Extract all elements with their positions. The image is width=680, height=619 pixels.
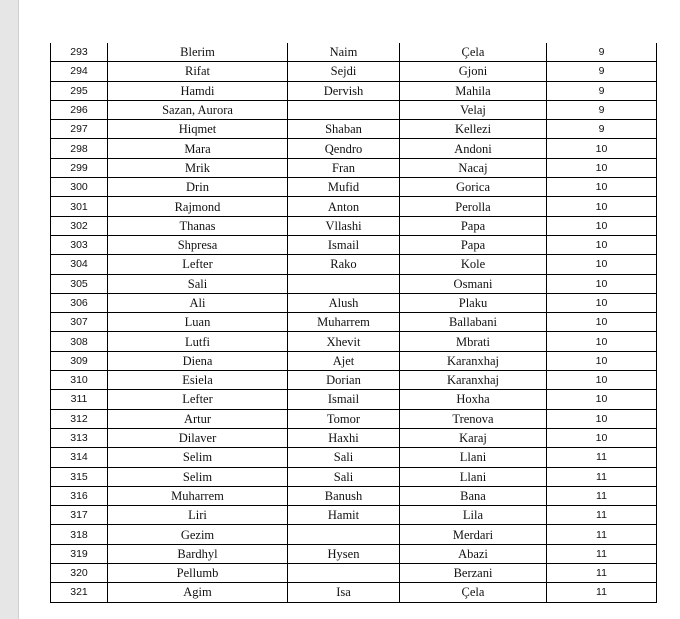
father-name-cell: Sejdi	[288, 62, 400, 81]
row-number-cell: 313	[51, 428, 108, 447]
first-name-cell: Lutfi	[108, 332, 288, 351]
father-name-cell: Sali	[288, 448, 400, 467]
row-number-cell: 308	[51, 332, 108, 351]
father-name-cell	[288, 564, 400, 583]
table-row	[51, 313, 657, 332]
first-name-cell: Diena	[108, 351, 288, 370]
last-name-cell: Velaj	[400, 100, 547, 119]
last-name-cell: Papa	[400, 216, 547, 235]
father-name-cell: Ismail	[288, 235, 400, 254]
first-name-cell: Bardhyl	[108, 544, 288, 563]
father-name-cell: Isa	[288, 583, 400, 602]
last-name-cell: Llani	[400, 448, 547, 467]
group-number-cell: 10	[547, 158, 657, 177]
last-name-cell: Kellezi	[400, 120, 547, 139]
first-name-cell: Agim	[108, 583, 288, 602]
table-row	[51, 62, 657, 81]
row-number-cell: 303	[51, 235, 108, 254]
first-name-cell: Rajmond	[108, 197, 288, 216]
table-row	[51, 390, 657, 409]
table-row	[51, 428, 657, 447]
last-name-cell: Berzani	[400, 564, 547, 583]
table-row	[51, 293, 657, 312]
table-row	[51, 216, 657, 235]
father-name-cell: Vllashi	[288, 216, 400, 235]
row-number-cell: 306	[51, 293, 108, 312]
father-name-cell: Dorian	[288, 371, 400, 390]
document-page	[18, 0, 680, 619]
group-number-cell: 11	[547, 525, 657, 544]
last-name-cell: Andoni	[400, 139, 547, 158]
first-name-cell: Mara	[108, 139, 288, 158]
row-number-cell: 319	[51, 544, 108, 563]
father-name-cell: Ajet	[288, 351, 400, 370]
table-row	[51, 274, 657, 293]
first-name-cell: Sazan, Aurora	[108, 100, 288, 119]
first-name-cell: Thanas	[108, 216, 288, 235]
first-name-cell: Esiela	[108, 371, 288, 390]
row-number-cell: 299	[51, 158, 108, 177]
table-row	[51, 525, 657, 544]
first-name-cell: Selim	[108, 467, 288, 486]
father-name-cell: Banush	[288, 486, 400, 505]
father-name-cell	[288, 525, 400, 544]
records-table	[50, 43, 657, 603]
last-name-cell: Nacaj	[400, 158, 547, 177]
group-number-cell: 11	[547, 544, 657, 563]
last-name-cell: Kole	[400, 255, 547, 274]
first-name-cell: Sali	[108, 274, 288, 293]
records-table-body	[51, 43, 657, 602]
row-number-cell: 304	[51, 255, 108, 274]
row-number-cell: 315	[51, 467, 108, 486]
group-number-cell: 10	[547, 216, 657, 235]
group-number-cell: 10	[547, 313, 657, 332]
first-name-cell: Liri	[108, 506, 288, 525]
row-number-cell: 320	[51, 564, 108, 583]
first-name-cell: Hamdi	[108, 81, 288, 100]
table-row	[51, 255, 657, 274]
group-number-cell: 11	[547, 486, 657, 505]
last-name-cell: Llani	[400, 467, 547, 486]
row-number-cell: 300	[51, 178, 108, 197]
row-number-cell: 302	[51, 216, 108, 235]
father-name-cell: Rako	[288, 255, 400, 274]
last-name-cell: Lila	[400, 506, 547, 525]
group-number-cell: 10	[547, 390, 657, 409]
row-number-cell: 316	[51, 486, 108, 505]
first-name-cell: Pellumb	[108, 564, 288, 583]
table-row	[51, 486, 657, 505]
group-number-cell: 11	[547, 448, 657, 467]
group-number-cell: 11	[547, 467, 657, 486]
last-name-cell: Papa	[400, 235, 547, 254]
row-number-cell: 297	[51, 120, 108, 139]
row-number-cell: 296	[51, 100, 108, 119]
table-row	[51, 332, 657, 351]
first-name-cell: Gezim	[108, 525, 288, 544]
father-name-cell: Haxhi	[288, 428, 400, 447]
table-row	[51, 197, 657, 216]
group-number-cell: 9	[547, 100, 657, 119]
table-row	[51, 467, 657, 486]
group-number-cell: 9	[547, 81, 657, 100]
row-number-cell: 309	[51, 351, 108, 370]
father-name-cell: Sali	[288, 467, 400, 486]
last-name-cell: Bana	[400, 486, 547, 505]
table-row	[51, 43, 657, 62]
group-number-cell: 11	[547, 583, 657, 602]
table-row	[51, 120, 657, 139]
group-number-cell: 11	[547, 506, 657, 525]
last-name-cell: Hoxha	[400, 390, 547, 409]
row-number-cell: 295	[51, 81, 108, 100]
father-name-cell	[288, 274, 400, 293]
table-row	[51, 235, 657, 254]
group-number-cell: 10	[547, 332, 657, 351]
group-number-cell: 11	[547, 564, 657, 583]
table-row	[51, 506, 657, 525]
father-name-cell: Anton	[288, 197, 400, 216]
first-name-cell: Shpresa	[108, 235, 288, 254]
father-name-cell	[288, 100, 400, 119]
last-name-cell: Abazi	[400, 544, 547, 563]
table-row	[51, 351, 657, 370]
row-number-cell: 294	[51, 62, 108, 81]
father-name-cell: Ismail	[288, 390, 400, 409]
last-name-cell: Karaj	[400, 428, 547, 447]
last-name-cell: Ballabani	[400, 313, 547, 332]
father-name-cell: Xhevit	[288, 332, 400, 351]
table-row	[51, 371, 657, 390]
first-name-cell: Dilaver	[108, 428, 288, 447]
group-number-cell: 10	[547, 409, 657, 428]
father-name-cell: Fran	[288, 158, 400, 177]
group-number-cell: 10	[547, 139, 657, 158]
father-name-cell: Mufid	[288, 178, 400, 197]
first-name-cell: Muharrem	[108, 486, 288, 505]
first-name-cell: Luan	[108, 313, 288, 332]
table-row	[51, 139, 657, 158]
group-number-cell: 10	[547, 428, 657, 447]
group-number-cell: 10	[547, 293, 657, 312]
row-number-cell: 298	[51, 139, 108, 158]
last-name-cell: Mbrati	[400, 332, 547, 351]
last-name-cell: Trenova	[400, 409, 547, 428]
row-number-cell: 321	[51, 583, 108, 602]
row-number-cell: 314	[51, 448, 108, 467]
group-number-cell: 10	[547, 255, 657, 274]
group-number-cell: 9	[547, 120, 657, 139]
group-number-cell: 10	[547, 371, 657, 390]
row-number-cell: 310	[51, 371, 108, 390]
last-name-cell: Merdari	[400, 525, 547, 544]
first-name-cell: Rifat	[108, 62, 288, 81]
row-number-cell: 301	[51, 197, 108, 216]
first-name-cell: Drin	[108, 178, 288, 197]
row-number-cell: 305	[51, 274, 108, 293]
first-name-cell: Blerim	[108, 43, 288, 62]
group-number-cell: 10	[547, 351, 657, 370]
row-number-cell: 318	[51, 525, 108, 544]
table-row	[51, 178, 657, 197]
first-name-cell: Artur	[108, 409, 288, 428]
father-name-cell: Tomor	[288, 409, 400, 428]
table-row	[51, 100, 657, 119]
row-number-cell: 293	[51, 43, 108, 62]
father-name-cell: Hysen	[288, 544, 400, 563]
last-name-cell: Plaku	[400, 293, 547, 312]
first-name-cell: Mrik	[108, 158, 288, 177]
group-number-cell: 10	[547, 197, 657, 216]
table-row	[51, 544, 657, 563]
last-name-cell: Gjoni	[400, 62, 547, 81]
last-name-cell: Osmani	[400, 274, 547, 293]
table-row	[51, 158, 657, 177]
first-name-cell: Lefter	[108, 390, 288, 409]
father-name-cell: Muharrem	[288, 313, 400, 332]
first-name-cell: Lefter	[108, 255, 288, 274]
group-number-cell: 9	[547, 62, 657, 81]
table-row	[51, 81, 657, 100]
father-name-cell: Naim	[288, 43, 400, 62]
father-name-cell: Shaban	[288, 120, 400, 139]
row-number-cell: 317	[51, 506, 108, 525]
first-name-cell: Selim	[108, 448, 288, 467]
father-name-cell: Hamit	[288, 506, 400, 525]
last-name-cell: Çela	[400, 583, 547, 602]
last-name-cell: Karanxhaj	[400, 351, 547, 370]
last-name-cell: Çela	[400, 43, 547, 62]
group-number-cell: 9	[547, 43, 657, 62]
group-number-cell: 10	[547, 178, 657, 197]
father-name-cell: Dervish	[288, 81, 400, 100]
father-name-cell: Alush	[288, 293, 400, 312]
group-number-cell: 10	[547, 274, 657, 293]
table-row	[51, 564, 657, 583]
last-name-cell: Perolla	[400, 197, 547, 216]
last-name-cell: Gorica	[400, 178, 547, 197]
first-name-cell: Hiqmet	[108, 120, 288, 139]
table-row	[51, 409, 657, 428]
table-row	[51, 448, 657, 467]
row-number-cell: 307	[51, 313, 108, 332]
row-number-cell: 311	[51, 390, 108, 409]
last-name-cell: Mahila	[400, 81, 547, 100]
father-name-cell: Qendro	[288, 139, 400, 158]
first-name-cell: Ali	[108, 293, 288, 312]
table-row	[51, 583, 657, 602]
group-number-cell: 10	[547, 235, 657, 254]
row-number-cell: 312	[51, 409, 108, 428]
last-name-cell: Karanxhaj	[400, 371, 547, 390]
